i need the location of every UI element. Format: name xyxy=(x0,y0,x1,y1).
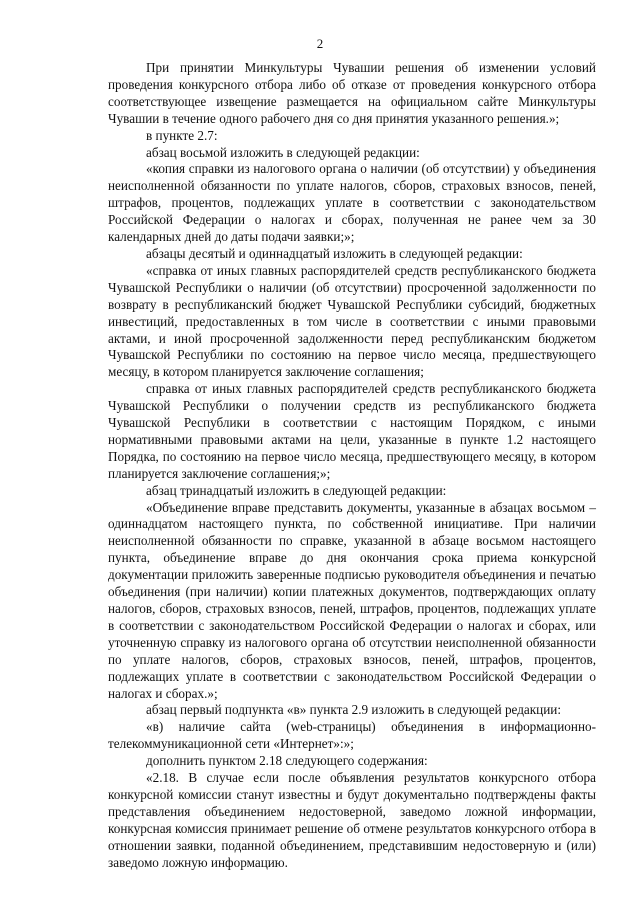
paragraph-point-2-7: в пункте 2.7: xyxy=(146,127,218,143)
paragraph-debt-certificate: «справка от иных главных распорядителей средств республиканского бюджета Чувашской Республики о наличии (об отсутствии) просроченной задолженности по возврату в республиканский бюджет Чувашской Республики субсидий, бюджетных инвестиций, предоставленных в том числе в соответствии с иными правовыми актами, и иной просроченной задолженности перед республиканским бюджетом Чувашской Республики по состоянию на первое число месяца, предшествующего месяцу, в котором планируется заключение соглашения; xyxy=(108,262,596,380)
paragraph-tenth-eleventh-instruction: абзацы десятый и одиннадцатый изложить в следующей редакции: xyxy=(146,245,523,261)
page-number: 2 xyxy=(316,36,324,51)
paragraph-point-2-18-instruction: дополнить пунктом 2.18 следующего содержания: xyxy=(146,753,428,769)
paragraph-website-requirement: «в) наличие сайта (web-страницы) объединения в информационно-телекоммуникационной сети «Интернет»:»; xyxy=(108,719,596,752)
document-body xyxy=(108,60,596,872)
paragraph-subpoint-v-instruction: абзац первый подпункта «в» пункта 2.9 изложить в следующей редакции: xyxy=(146,702,562,718)
paragraph-documents-submission: «Объединение вправе представить документы, указанные в абзацах восьмом – одиннадцатом настоящего пункта, по собственной инициативе. При наличии неисполненной обязанности по справке, указанной в абзаце восьмом настоящего пункта, объединение вправе до дня окончания срока приема конкурсной документации приложить заверенные подписью руководителя объединения и печатью объединения (при наличии) копии платежных документов, подтверждающих оплату налогов, сборов, страховых взносов, пеней, штрафов, процентов, подлежащих уплате в соответствии с законодательством Российской Федерации о налогах и сборах, или уточненную справку из налогового органа об отсутствии неисполненной обязанности по уплате налогов, сборов, страховых взносов, пеней, штрафов, процентов, подлежащих уплате в соответствии с законодательством Российской Федерации о налогах и сборах.»; xyxy=(108,499,596,701)
paragraph-tax-certificate: «копия справки из налогового органа о наличии (об отсутствии) у объединения неисполненной обязанности по уплате налогов, сборов, страховых взносов, пеней, штрафов, процентов, подлежащих уплате в соответствии с законодательством Российской Федерации о налогах и сборах, полученная не ранее чем за 30 календарных дней до даты подачи заявки;»; xyxy=(108,161,596,245)
paragraph-thirteenth-instruction: абзац тринадцатый изложить в следующей редакции: xyxy=(146,482,447,498)
paragraph-amendment-intro: При принятии Минкультуры Чувашии решения об изменении условий проведения конкурсного отбора либо об отказе от проведения конкурсного отбора соответствующее извещение размещается на официальном сайте Минкультуры Чувашии в течение одного рабочего дня со дня принятия указанного решения.»; xyxy=(108,60,596,126)
paragraph-point-2-18-text: «2.18. В случае если после объявления результатов конкурсного отбора конкурсной комиссии станут известны и будут документально подтверждены факты представления объединением недостоверной, заведомо ложной информации, конкурсная комиссия принимает решение об отмене результатов конкурсного отбора в отношении заявки, поданной объединением, представившим недостоверную и (или) заведомо ложную информацию. xyxy=(108,770,596,870)
paragraph-eighth-instruction: абзац восьмой изложить в следующей редакции: xyxy=(146,144,420,160)
paragraph-funds-certificate: справка от иных главных распорядителей средств республиканского бюджета Чувашской Республики о получении средств из республиканского бюджета Чувашской Республики в соответствии с настоящим Порядком, с иными нормативными правовыми актами на цели, указанные в пункте 1.2 настоящего Порядка, по состоянию на первое число месяца, предшествующего месяцу, в котором планируется заключение соглашения;»; xyxy=(108,381,596,481)
